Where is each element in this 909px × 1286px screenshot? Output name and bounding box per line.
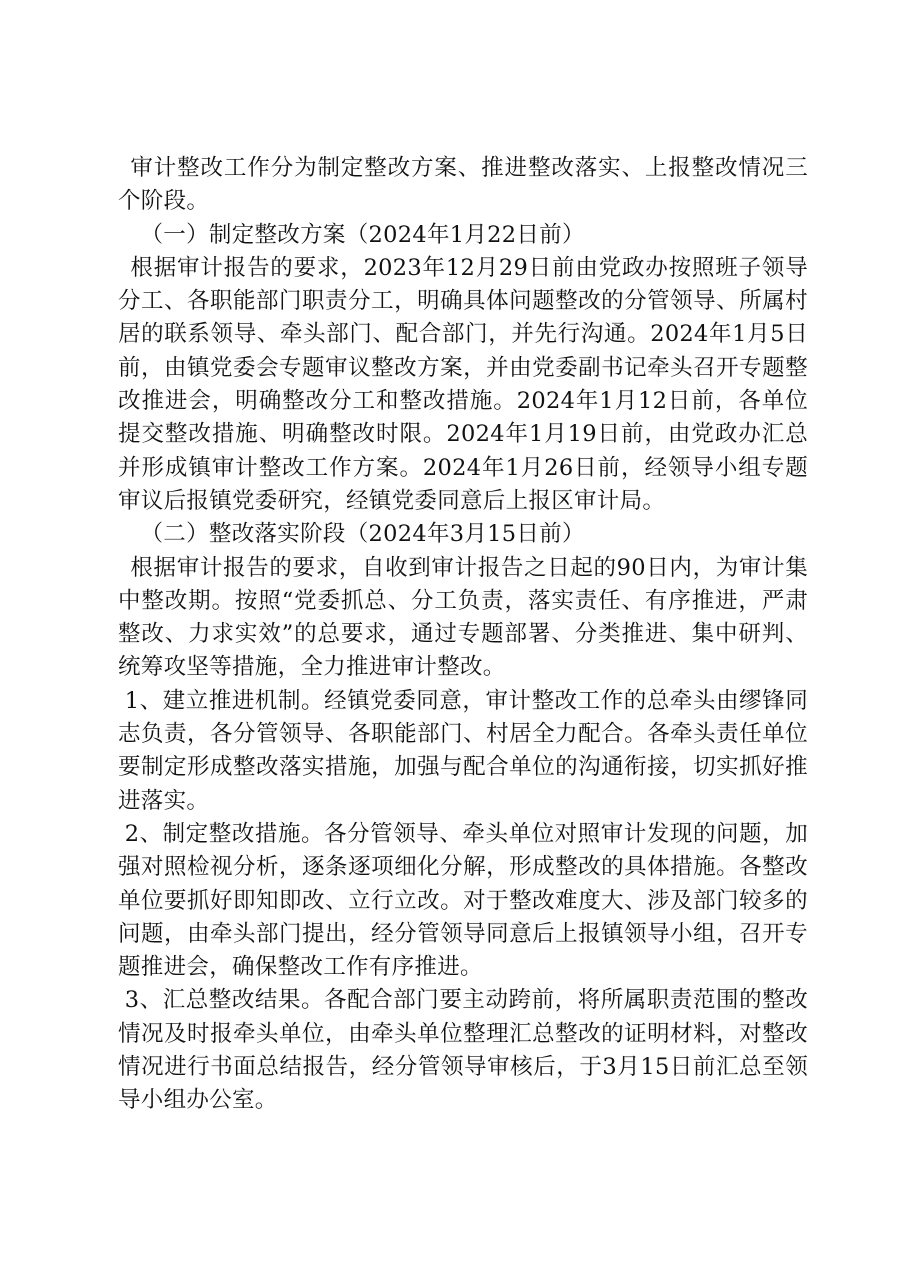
document-body bbox=[118, 152, 808, 1118]
intro-paragraph: 审计整改工作分为制定整改方案、推进整改落实、上报整改情况三个阶段。 bbox=[118, 155, 808, 215]
section-2-paragraph: 根据审计报告的要求，自收到审计报告之日起的90日内，为审计集中整改期。按照“党委抓总、分工负责，落实责任、有序推进，严肃整改、力求实效”的总要求，通过专题部署、分类推进、集中研判、统筹攻坚等措施，全力推进审计整改。 bbox=[118, 554, 808, 681]
section-1-paragraph: 根据审计报告的要求，2023年12月29日前由党政办按照班子领导分工、各职能部门职责分工，明确具体问题整改的分管领导、所属村居的联系领导、牵头部门、配合部门，并先行沟通。2024年1月5日前，由镇党委会专题审议整改方案，并由党委副书记牵头召开专题整改推进会，明确整改分工和整改措施。2024年1月12日前，各单位提交整改措施、明确整改时限。2024年1月19日前，由党政办汇总并形成镇审计整改工作方案。2024年1月26日前，经领导小组专题审议后报镇党委研究，经镇党委同意后上报区审计局。 bbox=[118, 254, 808, 514]
item-1-paragraph: 1、建立推进机制。经镇党委同意，审计整改工作的总牵头由缪锋同志负责，各分管领导、各职能部门、村居全力配合。各牵头责任单位要制定形成整改落实措施，加强与配合单位的沟通衔接，切实抓好推进落实。 bbox=[118, 687, 808, 814]
section-heading-2: （二）整改落实阶段（2024年3月15日前） bbox=[140, 521, 585, 548]
section-heading-1: （一）制定整改方案（2024年1月22日前） bbox=[140, 221, 585, 248]
item-2-paragraph: 2、制定整改措施。各分管领导、牵头单位对照审计发现的问题，加强对照检视分析，逐条逐项细化分解，形成整改的具体措施。各整改单位要抓好即知即改、立行立改。对于整改难度大、涉及部门较多的问题，由牵头部门提出，经分管领导同意后上报镇领导小组，召开专题推进会，确保整改工作有序推进。 bbox=[118, 820, 808, 981]
item-3-paragraph: 3、汇总整改结果。各配合部门要主动跨前，将所属职责范围的整改情况及时报牵头单位，由牵头单位整理汇总整改的证明材料，对整改情况进行书面总结报告，经分管领导审核后，于3月15日前汇总至领导小组办公室。 bbox=[118, 987, 808, 1114]
